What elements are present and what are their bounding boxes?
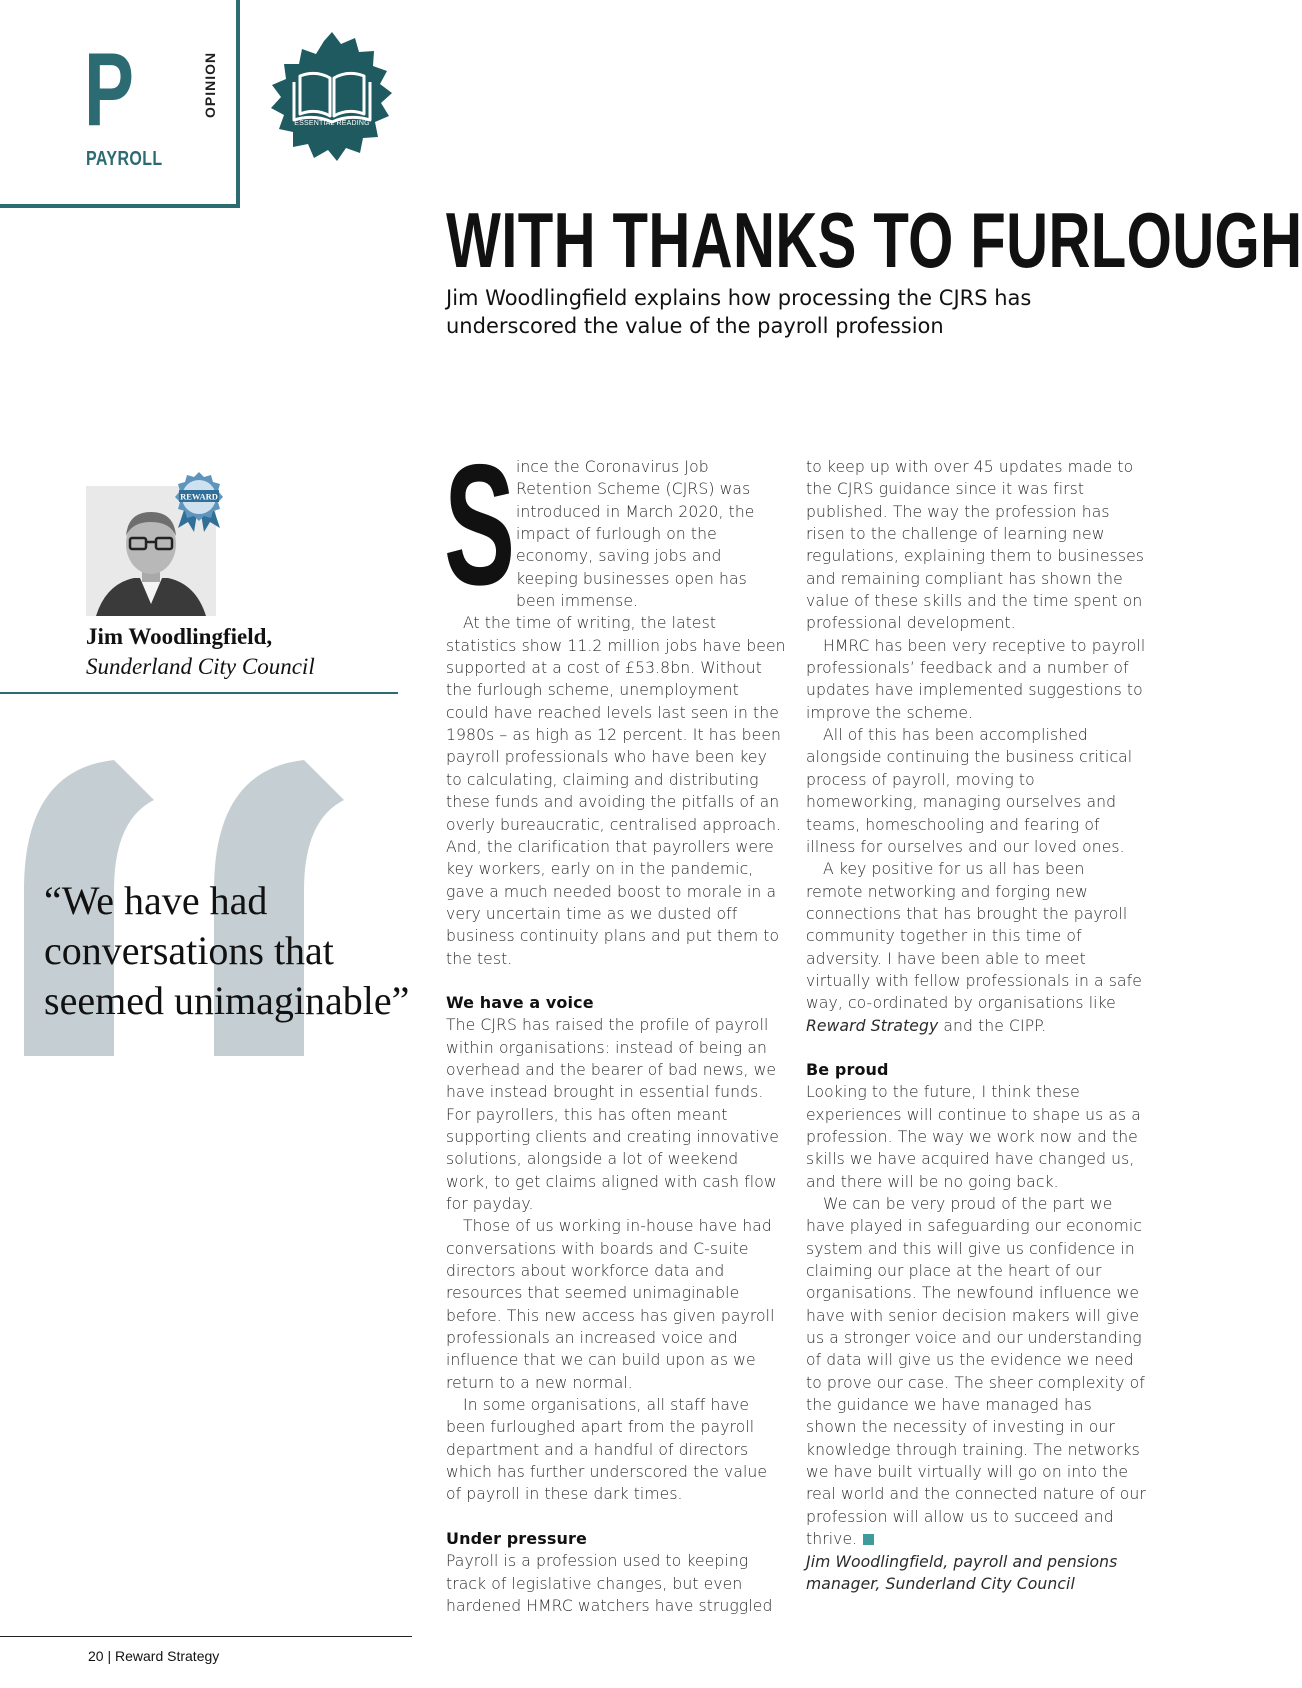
reward-badge-text: REWARD <box>180 491 218 502</box>
standfirst: Jim Woodlingfield explains how processing the CJRS has underscored the value of the payroll profession <box>446 286 1032 338</box>
paragraph <box>444 429 786 621</box>
paragraph: The CJRS has raised the profile of payroll within organisations: instead of being an overhead and the bearer of bad news, we have instead brought in essential funds. For payrollers, this has often meant supporting clients and creating innovative solutions, alongside a lot of weekend work, to get claims aligned with cash flow for payday. <box>446 1016 779 1213</box>
drop-cap: S <box>444 429 516 621</box>
body-column-left <box>444 429 786 1617</box>
subheading: We have a voice <box>446 992 594 1012</box>
section-name: PAYROLL <box>86 148 163 170</box>
paragraph: HMRC has been very receptive to payroll professionals’ feedback and a number of updates have implemented suggestions to improve the scheme. <box>806 636 1146 722</box>
category-label: OPINION <box>202 51 218 118</box>
sign-off: Jim Woodlingfield, payroll and pensions manager, Sunderland City Council <box>806 1552 1118 1593</box>
end-mark-icon <box>863 1534 874 1545</box>
paragraph: At the time of writing, the latest statistics show 11.2 million jobs have been supported at a cost of £53.8bn. Without the furlough scheme, unemployment could have reached levels last seen in the 1980s – as high as 12 percent. It has been payroll professionals who have been key to calculating, claiming and distributing these funds and avoiding the pitfalls of an overly bureaucratic, centralised approach. And, the clarification that payrollers were key workers, early on in the pandemic, gave a much needed boost to morale in a very uncertain time as we dusted off business continuity plans and put them to the test. <box>446 614 786 968</box>
paragraph-text: A key positive for us all has been remote networking and forging new connections that has brought the payroll community together in this time of adversity. I have been able to meet virtually with fellow professionals in a safe way, co-ordinated by organisations like <box>806 860 1142 1013</box>
pull-quote: “We have had conversations that seemed unimaginable” <box>44 878 410 1023</box>
paragraph <box>806 858 1146 1037</box>
essential-reading-badge-icon <box>262 30 402 170</box>
footer <box>88 1648 219 1664</box>
paragraph: All of this has been accomplished alongside continuing the business critical process of payroll, moving to homeworking, managing ourselves and teams, homeschooling and fearing of illness for ourselves and our loved ones. <box>806 726 1133 856</box>
publication-mention: Reward Strategy <box>806 1016 939 1035</box>
section-letter: P <box>84 32 134 148</box>
badge-label: ESSENTIAL READING <box>294 120 370 127</box>
author-name: Jim Woodlingfield, <box>86 624 273 649</box>
footer-rule <box>0 1636 412 1637</box>
paragraph: Those of us working in-house have had conversations with boards and C-suite directors about workforce data and resources that seemed unimaginable before. This new access has given payroll professionals an increased voice and influence that we can build upon as we return to a new normal. <box>446 1217 775 1392</box>
subheading: Under pressure <box>446 1528 587 1548</box>
footer-separator: | <box>103 1648 115 1664</box>
reward-badge-icon <box>172 470 226 532</box>
publication-name: Reward Strategy <box>115 1648 220 1664</box>
headline: WITH THANKS TO FURLOUGH <box>446 196 1302 284</box>
paragraph-text: and the CIPP. <box>938 1016 1047 1035</box>
paragraph: Payroll is a profession used to keeping track of legislative changes, but even hardened HMRC watchers have struggled <box>446 1552 773 1615</box>
paragraph: In some organisations, all staff have been furloughed apart from the payroll department and a handful of directors which has further underscored the value of payroll in these dark times. <box>446 1396 768 1504</box>
paragraph: to keep up with over 45 updates made to the CJRS guidance since it was first published. The way the profession has risen to the challenge of learning new regulations, explaining them to businesses and remaining compliant has shown the value of these skills and the time spent on professional development. <box>806 458 1145 633</box>
subheading: Be proud <box>806 1059 889 1079</box>
paragraph-text: We can be very proud of the part we have played in safeguarding our economic system and this will give us confidence in claiming our place at the heart of our organisations. The newfound influence we have with senior decision makers will give us a stronger voice and our understanding of data will give us the evidence we need to prove our case. The sheer complexity of the guidance we have managed has shown the necessity of investing in our knowledge through training. The networks we have built virtually will go on into the real world and the connected nature of our profession will allow us to succeed and thrive. <box>806 1195 1146 1549</box>
author-organisation: Sunderland City Council <box>86 654 315 679</box>
paragraph-text: ince the Coronavirus Job Retention Scheme (CJRS) was introduced in March 2020, the impact of furlough on the economy, saving jobs and keeping businesses open has been immense. <box>516 458 755 611</box>
paragraph: Looking to the future, I think these experiences will continue to shape us as a profession. The way we work now and the skills we have acquired have changed us, and there will be no going back. <box>806 1083 1141 1191</box>
author-divider <box>0 692 398 694</box>
paragraph <box>806 1193 1146 1551</box>
page-number: 20 <box>88 1648 104 1664</box>
body-column-right <box>806 456 1146 1595</box>
